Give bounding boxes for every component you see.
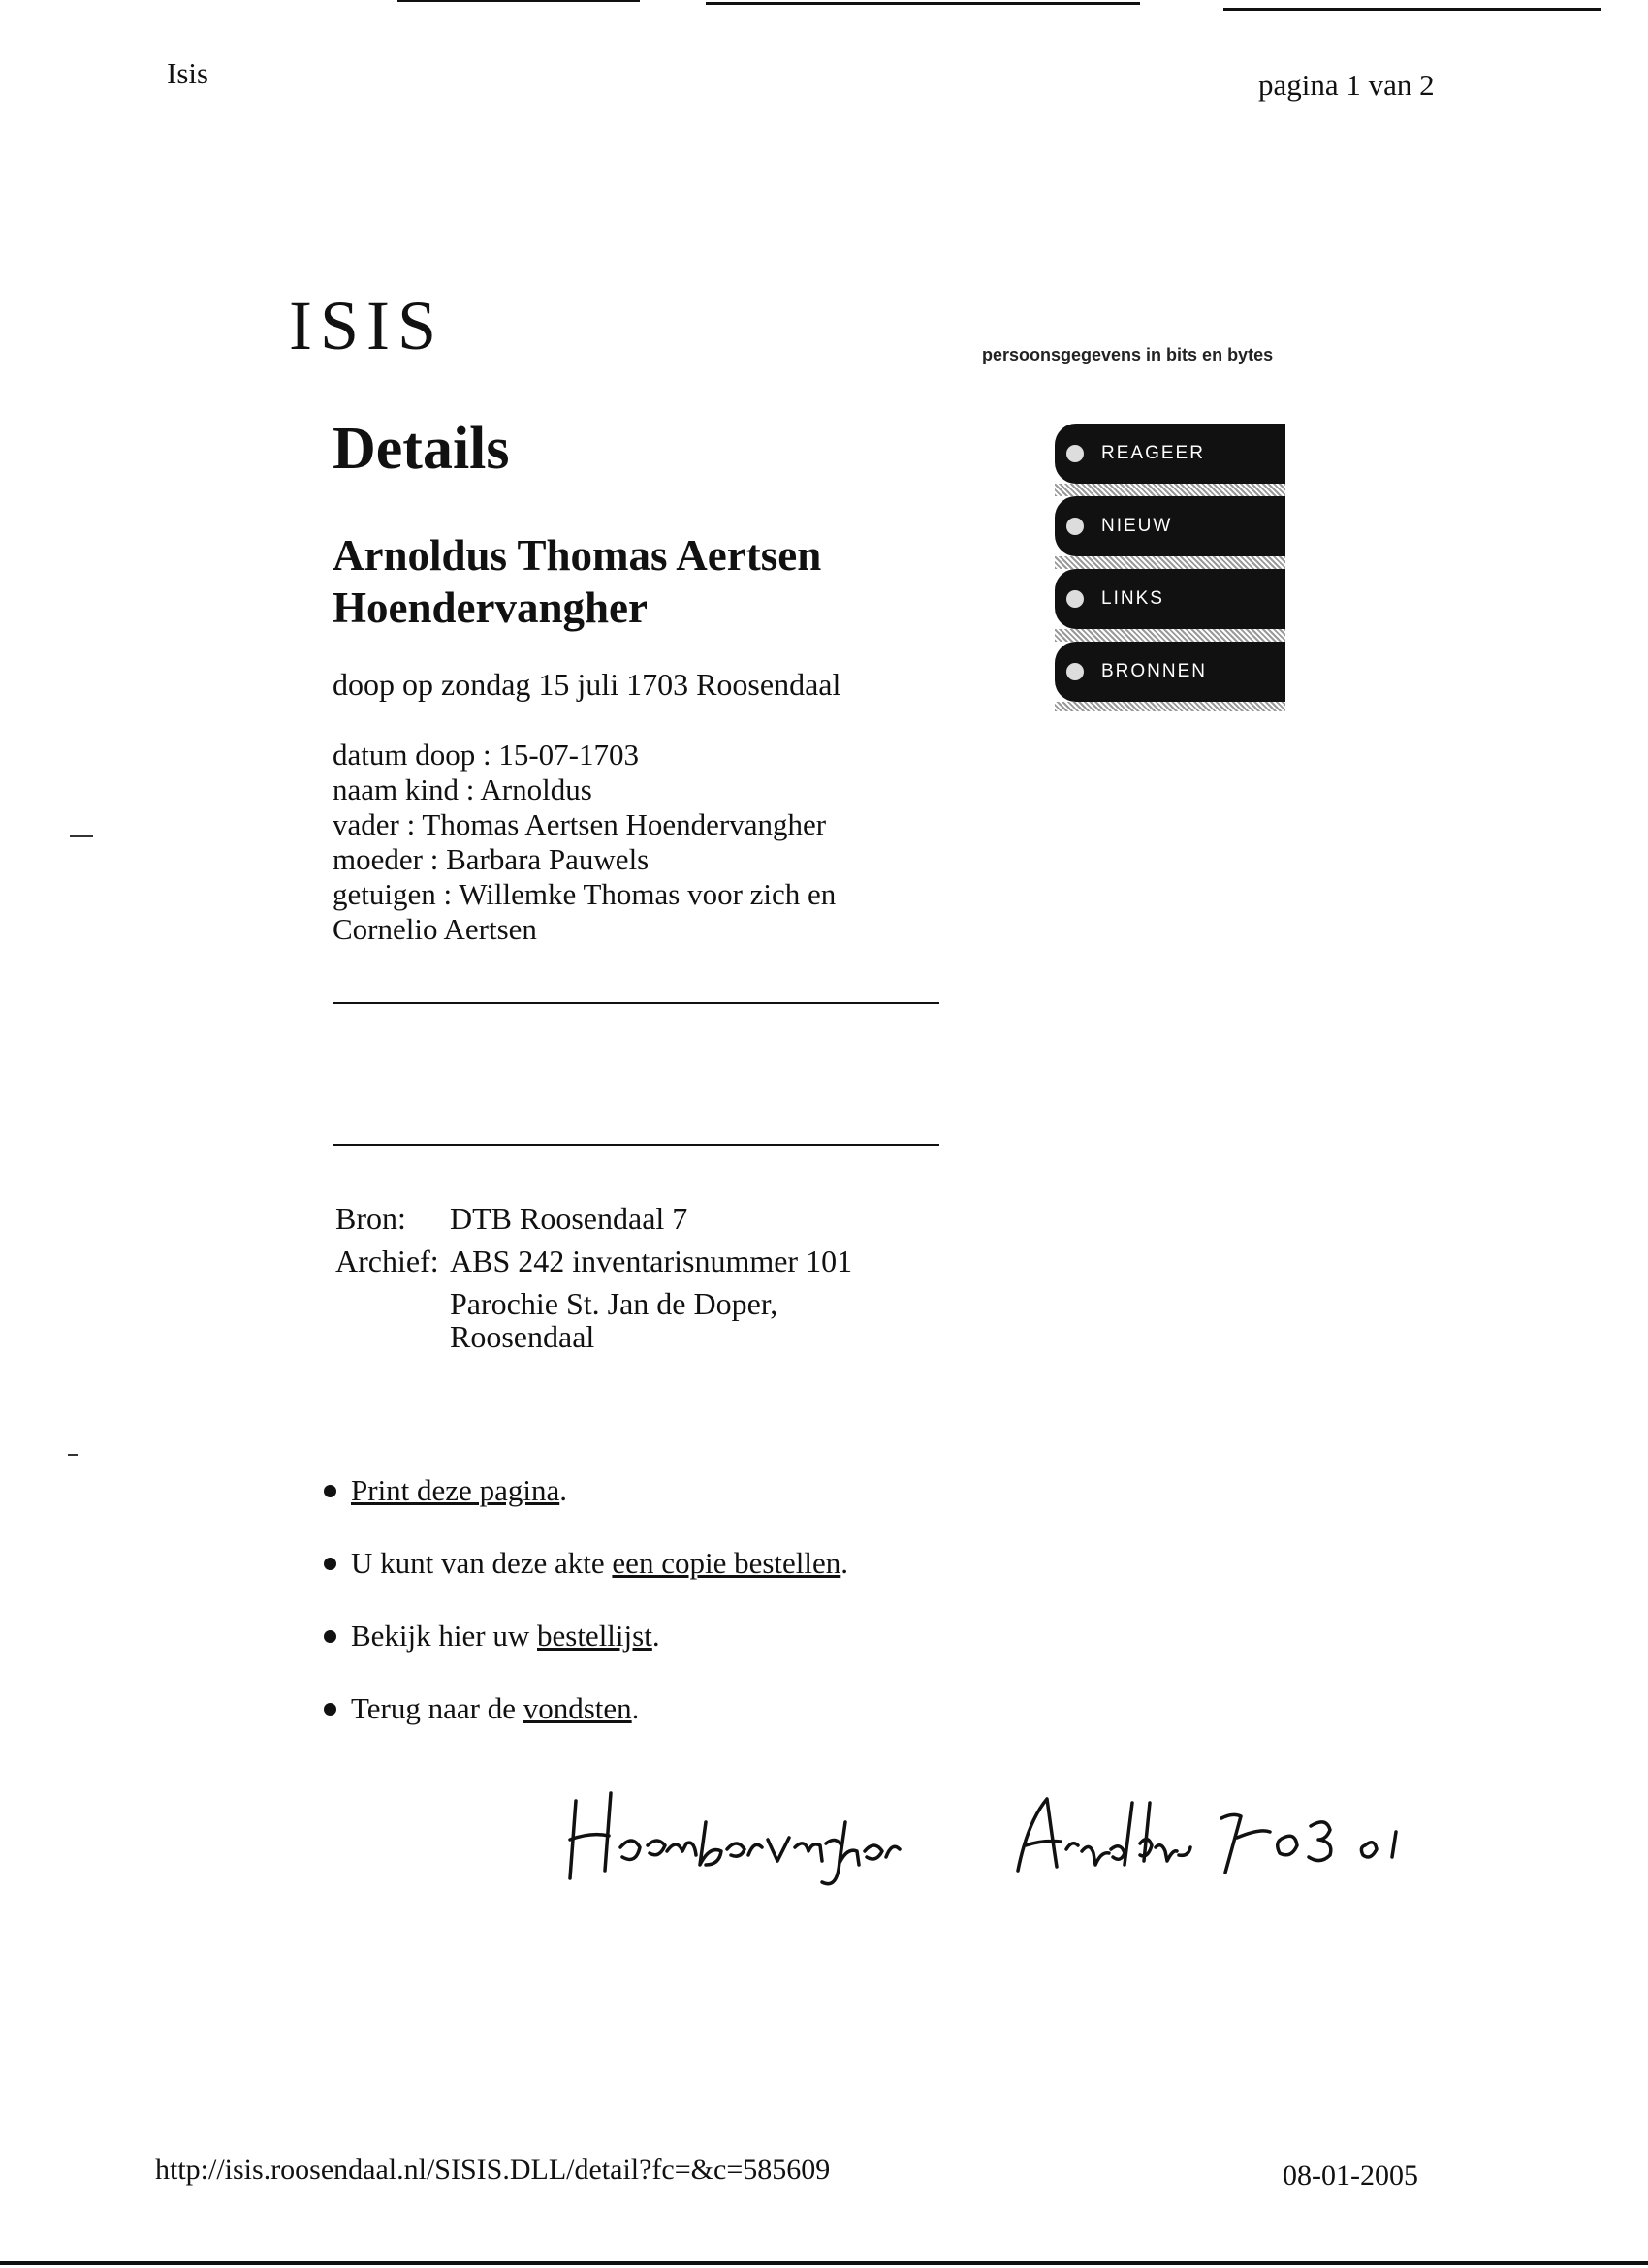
nav-bullet-icon (1066, 518, 1084, 535)
scan-edge-line (1223, 8, 1601, 11)
footer-url: http://isis.roosendaal.nl/SISIS.DLL/detail?fc=&c=585609 (155, 2154, 831, 2186)
archive-value: ABS 242 inventarisnummer 101 (450, 1244, 853, 1278)
bullet-icon (324, 1630, 336, 1643)
back-to-results-link[interactable]: vondsten (523, 1691, 632, 1725)
list-item (324, 1471, 848, 1510)
punctuation: . (651, 1619, 660, 1653)
source-value: DTB Roosendaal 7 (450, 1201, 688, 1236)
site-tagline: persoonsgegevens in bits en bytes (982, 345, 1274, 364)
page-title: Details (333, 416, 510, 482)
nav-bullet-icon (1066, 590, 1084, 608)
action-text: U kunt van deze akte (351, 1546, 613, 1580)
nav-button-bronnen[interactable] (1055, 642, 1285, 702)
nav-bullet-icon (1066, 445, 1084, 462)
scan-edge-line (0, 2261, 1648, 2265)
list-item (324, 1617, 848, 1655)
punctuation: . (840, 1546, 849, 1580)
event-summary: doop op zondag 15 juli 1703 Roosendaal (333, 667, 841, 702)
print-header-title: Isis (167, 56, 209, 90)
person-name-line: Arnoldus Thomas Aertsen (333, 531, 822, 580)
scan-edge-line (397, 0, 640, 2)
list-item (324, 1689, 848, 1728)
divider (333, 1002, 939, 1004)
order-copy-link[interactable]: een copie bestellen (612, 1546, 841, 1580)
nav-label: REAGEER (1101, 443, 1205, 463)
fact-line: moeder : Barbara Pauwels (333, 842, 650, 876)
source-table (335, 1200, 858, 1355)
scan-edge-line (706, 2, 1140, 5)
source-label: Bron: (335, 1201, 406, 1236)
fact-line: getuigen : Willemke Thomas voor zich en (333, 877, 837, 911)
nav-label: BRONNEN (1101, 661, 1208, 681)
action-list (324, 1471, 848, 1762)
print-link[interactable]: Print deze pagina (351, 1473, 560, 1507)
side-nav (1055, 424, 1285, 711)
list-item (324, 1544, 848, 1583)
archive-extra (450, 1279, 858, 1355)
nav-separator (1055, 484, 1285, 496)
scan-mark (68, 1454, 78, 1456)
bullet-icon (324, 1703, 336, 1716)
action-text: Terug naar de (351, 1691, 523, 1725)
punctuation: . (559, 1473, 567, 1507)
scan-mark (70, 835, 93, 837)
site-logo[interactable]: ISIS (289, 287, 445, 364)
divider (333, 1144, 939, 1146)
fact-line: Cornelio Aertsen (333, 912, 537, 946)
empty-cell (335, 1279, 450, 1355)
handwriting-text: Hoendervangher Arnoldus 1703 01 (562, 1907, 577, 1908)
order-list-link[interactable]: bestellijst (537, 1619, 652, 1653)
handwritten-annotation (562, 1764, 1435, 1909)
nav-separator (1055, 556, 1285, 569)
bullet-icon (324, 1485, 336, 1497)
person-name (333, 529, 934, 634)
nav-bullet-icon (1066, 663, 1084, 680)
punctuation: . (631, 1691, 640, 1725)
fact-line: vader : Thomas Aertsen Hoendervangher (333, 807, 827, 841)
nav-separator (1055, 702, 1285, 711)
archive-extra-line: Roosendaal (450, 1319, 595, 1354)
nav-separator (1055, 629, 1285, 642)
nav-button-links[interactable] (1055, 569, 1285, 629)
nav-label: LINKS (1101, 588, 1164, 609)
source-info (335, 1200, 858, 1355)
fact-line: datum doop : 15-07-1703 (333, 738, 639, 772)
page-indicator: pagina 1 van 2 (1258, 68, 1435, 102)
archive-extra-line: Parochie St. Jan de Doper, (450, 1286, 778, 1321)
nav-button-reageer[interactable] (1055, 424, 1285, 484)
archive-label: Archief: (335, 1244, 439, 1278)
nav-button-nieuw[interactable] (1055, 496, 1285, 556)
action-text: Bekijk hier uw (351, 1619, 537, 1653)
nav-label: NIEUW (1101, 516, 1173, 536)
person-name-line: Hoendervangher (333, 583, 648, 632)
bullet-icon (324, 1558, 336, 1570)
record-facts (333, 738, 914, 947)
footer-date: 08-01-2005 (1283, 2159, 1418, 2191)
fact-line: naam kind : Arnoldus (333, 772, 592, 806)
